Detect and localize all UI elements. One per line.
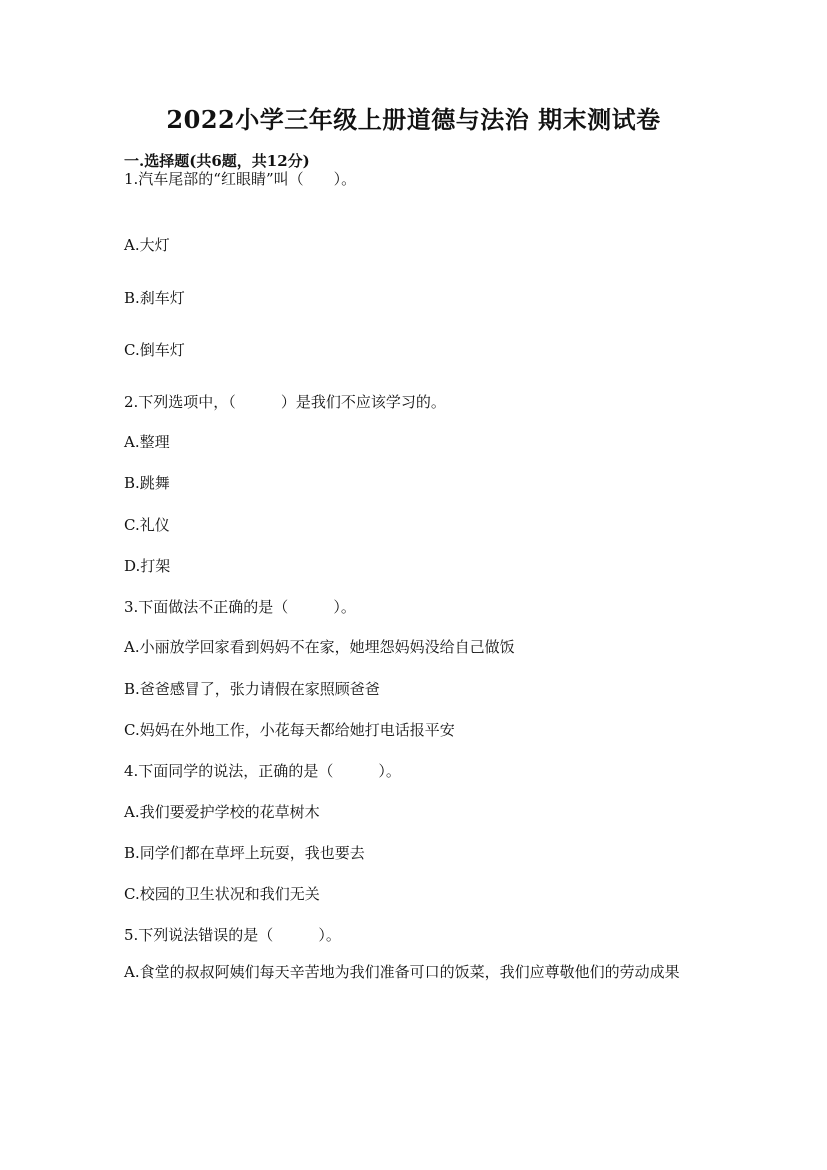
question-2-stem: 2.下列选项中，（ ）是我们不应该学习的。 [124,393,446,411]
question-4-option-a: A.我们要爱护学校的花草树木 [124,803,320,821]
question-2-option-b: B.跳舞 [124,474,170,492]
question-1-option-a: A.大灯 [124,236,170,254]
question-2-option-d: D.打架 [124,557,171,575]
question-1-option-b: B.刹车灯 [124,289,185,307]
question-3-stem: 3.下面做法不正确的是（ ）。 [124,598,356,616]
question-2-option-a: A.整理 [124,433,170,451]
question-3-option-c: C.妈妈在外地工作，小花每天都给她打电话报平安 [124,721,455,739]
question-4-option-b: B.同学们都在草坪上玩耍，我也要去 [124,844,365,862]
question-1-option-c: C.倒车灯 [124,341,185,359]
question-3-option-b: B.爸爸感冒了，张力请假在家照顾爸爸 [124,680,380,698]
question-4-option-c: C.校园的卫生状况和我们无关 [124,885,320,903]
section-heading: 一.选择题(共6题，共12分) [124,152,310,170]
question-2-option-c: C.礼仪 [124,516,170,534]
page-title: 2022小学三年级上册道德与法治 期末测试卷 [166,105,661,134]
question-4-stem: 4.下面同学的说法，正确的是（ ）。 [124,762,401,780]
question-1-stem: 1.汽车尾部的“红眼睛”叫（ ）。 [124,170,357,188]
question-3-option-a: A.小丽放学回家看到妈妈不在家，她埋怨妈妈没给自己做饭 [124,638,515,656]
question-5-stem: 5.下列说法错误的是（ ）。 [124,926,341,944]
question-5-option-a: A.食堂的叔叔阿姨们每天辛苦地为我们准备可口的饭菜，我们应尊敬他们的劳动成果 [124,963,680,981]
